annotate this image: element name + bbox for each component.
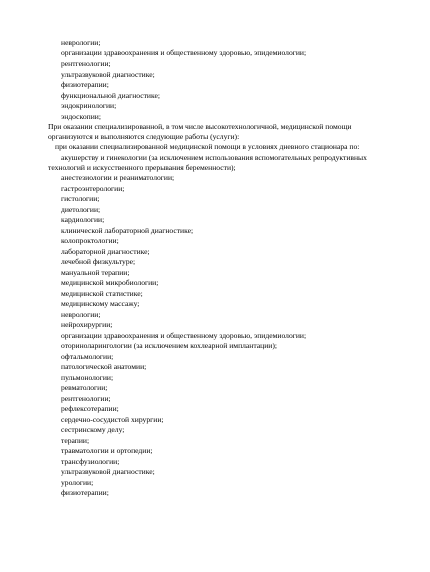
list-item: неврологии; [61,38,101,47]
list-item: физиотерапии; [61,80,109,89]
list-item: физиотерапии; [61,488,109,497]
list-item: ультразвуковой диагностике; [61,70,155,79]
list-item: неврологии; [61,310,101,319]
list-item: травматологии и ортопедии; [61,446,153,455]
list-item: урологии; [61,478,94,487]
list-item: клинической лабораторной диагностике; [61,226,194,235]
list-item: лабораторной диагностике; [61,247,150,256]
list-item: организации здравоохранения и общественному здоровью, эпидемиологии; [61,331,307,340]
list-item: эндоскопии; [61,112,101,121]
list-item: рентгенологии; [61,394,111,403]
paragraph-line: При оказании специализированной, в том числе высокотехнологичной, медицинской помощи [48,122,352,131]
list-item: сердечно-сосудистой хирургии; [61,415,164,424]
list-item: медицинской микробиологии; [61,278,159,287]
list-item: гистологии; [61,194,100,203]
paragraph-line: при оказании специализированной медицинской помощи в условиях дневного стационара по: [55,142,360,151]
list-item: ревматологии; [61,383,108,392]
list-item: рентгенологии; [61,59,111,68]
list-item: офтальмологии; [61,352,114,361]
paragraph-line: технологий и искусственного прерывания беременности); [48,163,236,172]
list-item: эндокринологии; [61,101,117,110]
list-item: анестезиологии и реаниматологии; [61,173,175,182]
list-item: ультразвуковой диагностике; [61,467,155,476]
list-item: диетологии; [61,205,101,214]
list-item: рефлексотерапии; [61,404,119,413]
list-item: гастроэнтерологии; [61,184,125,193]
paragraph-line: организуются и выполняются следующие работы (услуги): [48,132,240,141]
list-item: сестринскому делу; [61,425,125,434]
list-item: трансфузиологии; [61,457,120,466]
list-item: патологической анатомии; [61,362,147,371]
list-item: нейрохирургии; [61,320,113,329]
list-item: организации здравоохранения и общественному здоровью, эпидемиологии; [61,48,307,57]
list-item: оториноларингологии (за исключением кохлеарной имплантации); [61,341,277,350]
list-item: колопроктологии; [61,236,119,245]
list-item: медицинской статистике; [61,289,143,298]
list-item: терапии; [61,436,90,445]
list-item: функциональной диагностике; [61,91,160,100]
list-item: лечебной физкультуре; [61,257,136,266]
list-item: мануальной терапии; [61,268,130,277]
paragraph-line: акушерству и гинекологии (за исключением использования вспомогательных репродуктивных [61,153,367,162]
list-item: пульмонологии; [61,373,114,382]
list-item: кардиологии; [61,215,105,224]
list-item: медицинскому массажу; [61,299,140,308]
